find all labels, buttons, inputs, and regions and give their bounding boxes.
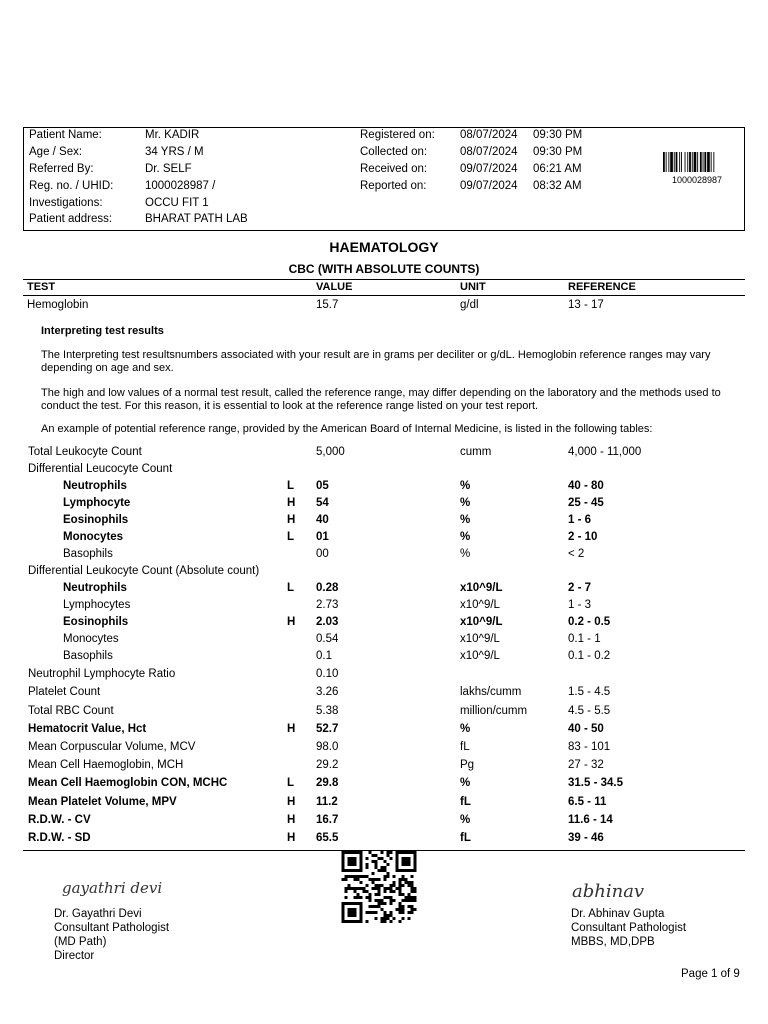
right-doctor-name: Dr. Abhinav Gupta: [571, 908, 665, 920]
result-value: 0.54: [316, 633, 339, 645]
result-flag: H: [287, 616, 296, 628]
result-unit: %: [460, 777, 471, 789]
result-reference: 40 - 80: [568, 480, 604, 492]
result-test: Monocytes: [63, 633, 119, 645]
result-unit: fL: [460, 832, 471, 844]
col-reference: REFERENCE: [568, 281, 636, 293]
result-unit: %: [460, 814, 471, 826]
result-unit: %: [460, 480, 471, 492]
result-test: R.D.W. - SD: [28, 832, 91, 844]
value-received-date: 09/07/2024: [460, 163, 518, 175]
panel-title: CBC (WITH ABSOLUTE COUNTS): [288, 262, 480, 276]
patient-info-box: [23, 127, 745, 231]
result-flag: H: [287, 832, 296, 844]
result-reference: 6.5 - 11: [568, 796, 607, 808]
result-flag: H: [287, 497, 296, 509]
result-unit: fL: [460, 741, 470, 753]
result-flag: H: [287, 514, 296, 526]
result-reference: 0.1 - 0.2: [568, 650, 611, 662]
result-reference: 4,000 - 11,000: [568, 446, 642, 458]
value-received-time: 06:21 AM: [533, 163, 582, 175]
result-test: Hematocrit Value, Hct: [28, 723, 147, 735]
result-flag: L: [287, 480, 295, 492]
result-unit: %: [460, 548, 471, 560]
result-value: 54: [316, 497, 329, 509]
section-title: HAEMATOLOGY: [329, 239, 439, 255]
value-reg-no: 1000028987 /: [145, 180, 216, 192]
label-collected-on: Collected on:: [360, 146, 428, 158]
value-age-sex: 34 YRS / M: [145, 146, 204, 158]
left-doctor-role: Director: [54, 950, 95, 962]
result-test: Mean Cell Haemoglobin, MCH: [28, 759, 184, 771]
result-value: 2.73: [316, 599, 339, 611]
result-reference: 0.2 - 0.5: [568, 616, 611, 628]
result-unit: x10^9/L: [460, 633, 500, 645]
result-test: Mean Cell Haemoglobin CON, MCHC: [28, 777, 228, 789]
signature-left: gayathri devi: [62, 879, 163, 897]
result-test: Basophils: [63, 650, 113, 662]
result-unit: fL: [460, 796, 471, 808]
result-value: 52.7: [316, 723, 339, 735]
result-reference: 1 - 3: [568, 599, 592, 611]
result-reference: 11.6 - 14: [568, 814, 613, 826]
result-reference: 2 - 10: [568, 531, 598, 543]
label-referred-by: Referred By:: [29, 163, 94, 175]
result-reference: 31.5 - 34.5: [568, 777, 623, 789]
label-registered-on: Registered on:: [360, 129, 435, 141]
result-test: Platelet Count: [28, 686, 101, 698]
right-doctor-title: Consultant Pathologist: [571, 922, 687, 934]
result-reference: 1.5 - 4.5: [568, 686, 611, 698]
result-value: 98.0: [316, 741, 339, 753]
result-value: 0.28: [316, 582, 339, 594]
value-patient-address: BHARAT PATH LAB: [145, 213, 248, 225]
result-value: 5,000: [316, 446, 345, 458]
label-patient-name: Patient Name:: [29, 129, 102, 141]
result-value: 05: [316, 480, 329, 492]
result-value: 0.1: [316, 650, 332, 662]
label-received-on: Received on:: [360, 163, 428, 175]
result-unit: x10^9/L: [460, 650, 500, 662]
label-investigations: Investigations:: [29, 197, 103, 209]
result-value: 65.5: [316, 832, 339, 844]
result-test: Total Leukocyte Count: [28, 446, 142, 458]
result-unit: %: [460, 531, 471, 543]
result-unit: lakhs/cumm: [460, 686, 522, 698]
result-test: Neutrophil Lymphocyte Ratio: [28, 668, 176, 680]
result-unit: x10^9/L: [460, 616, 503, 628]
value-registered-time: 09:30 PM: [533, 129, 583, 141]
hemoglobin-reference: 13 - 17: [568, 299, 604, 311]
result-value: 29.8: [316, 777, 339, 789]
result-value: 00: [316, 548, 329, 560]
label-reg-no: Reg. no. / UHID:: [29, 180, 114, 192]
value-collected-date: 08/07/2024: [460, 146, 518, 158]
result-reference: 27 - 32: [568, 759, 604, 771]
result-test: Lymphocyte: [63, 497, 131, 509]
result-unit: x10^9/L: [460, 582, 503, 594]
result-test: Mean Platelet Volume, MPV: [28, 796, 177, 808]
col-test: TEST: [27, 281, 56, 293]
col-unit: UNIT: [460, 281, 486, 293]
result-test: Mean Corpuscular Volume, MCV: [28, 741, 196, 753]
result-flag: L: [287, 582, 295, 594]
hemoglobin-value: 15.7: [316, 299, 339, 311]
value-reported-time: 08:32 AM: [533, 180, 582, 192]
result-value: 16.7: [316, 814, 339, 826]
result-reference: 25 - 45: [568, 497, 604, 509]
result-unit: x10^9/L: [460, 599, 500, 611]
result-test: Neutrophils: [63, 480, 127, 492]
result-test: Total RBC Count: [28, 705, 114, 717]
result-unit: million/cumm: [460, 705, 528, 717]
result-value: 2.03: [316, 616, 339, 628]
hemoglobin-test: Hemoglobin: [27, 299, 89, 311]
interpreting-paragraph-1: The Interpreting test resultsnumbers associated with your result are in grams per deciliter or g/dL. Hemoglobin reference ranges may vary depending on age and sex.: [41, 349, 711, 374]
result-reference: 0.1 - 1: [568, 633, 601, 645]
result-unit: cumm: [460, 446, 492, 458]
result-flag: L: [287, 777, 295, 789]
left-doctor-qualification: (MD Path): [54, 936, 107, 948]
result-test: Lymphocytes: [63, 599, 131, 611]
value-investigations: OCCU FIT 1: [145, 197, 209, 209]
qr-code-icon: [341, 851, 417, 923]
result-unit: %: [460, 723, 471, 735]
interpreting-paragraph-2: The high and low values of a normal test result, called the reference range, may differ depending on the laboratory and the methods used to conduct the test. For this reason, it is essential to look at the reference range listed on your test report.: [41, 387, 721, 412]
value-reported-date: 09/07/2024: [460, 180, 518, 192]
result-value: 5.38: [316, 705, 339, 717]
barcode-number: 1000028987: [672, 175, 723, 185]
result-flag: H: [287, 723, 296, 735]
result-test: R.D.W. - CV: [28, 814, 91, 826]
left-doctor-name: Dr. Gayathri Devi: [54, 908, 142, 920]
signature-right: abhinav: [572, 881, 645, 902]
label-age-sex: Age / Sex:: [29, 146, 83, 158]
result-reference: 40 - 50: [568, 723, 604, 735]
right-doctor-qualification: MBBS, MD,DPB: [571, 936, 655, 948]
result-reference: 83 - 101: [568, 741, 611, 753]
result-value: 0.10: [316, 668, 339, 680]
header-rule-top: [23, 279, 745, 280]
result-reference: 39 - 46: [568, 832, 604, 844]
value-patient-name: Mr. KADIR: [145, 129, 200, 141]
result-test: Monocytes: [63, 531, 124, 543]
interpreting-paragraph-3: An example of potential reference range, provided by the American Board of Internal Medicine, is listed in the following tables:: [41, 423, 653, 435]
result-test: Differential Leukocyte Count (Absolute count): [28, 565, 260, 577]
hemoglobin-unit: g/dl: [460, 299, 479, 311]
result-test: Eosinophils: [63, 616, 129, 628]
result-test: Differential Leucocyte Count: [28, 463, 173, 475]
result-flag: L: [287, 531, 295, 543]
result-unit: Pg: [460, 759, 475, 771]
label-patient-address: Patient address:: [29, 213, 113, 225]
result-value: 29.2: [316, 759, 339, 771]
value-collected-time: 09:30 PM: [533, 146, 583, 158]
result-value: 01: [316, 531, 329, 543]
result-reference: 1 - 6: [568, 514, 592, 526]
result-unit: %: [460, 514, 471, 526]
col-value: VALUE: [316, 281, 353, 293]
barcode-icon: [663, 152, 737, 172]
result-reference: 4.5 - 5.5: [568, 705, 611, 717]
left-doctor-title: Consultant Pathologist: [54, 922, 170, 934]
label-reported-on: Reported on:: [360, 180, 427, 192]
result-reference: 2 - 7: [568, 582, 592, 594]
result-value: 3.26: [316, 686, 339, 698]
result-flag: H: [287, 814, 296, 826]
result-value: 11.2: [316, 796, 338, 808]
result-unit: %: [460, 497, 471, 509]
value-referred-by: Dr. SELF: [145, 163, 192, 175]
page-number: Page 1 of 9: [681, 968, 740, 980]
result-reference: < 2: [568, 548, 585, 560]
result-value: 40: [316, 514, 329, 526]
header-rule-bottom: [23, 295, 745, 296]
result-flag: H: [287, 796, 296, 808]
value-registered-date: 08/07/2024: [460, 129, 518, 141]
result-test: Basophils: [63, 548, 113, 560]
interpreting-heading: Interpreting test results: [41, 325, 164, 337]
result-test: Neutrophils: [63, 582, 127, 594]
result-test: Eosinophils: [63, 514, 129, 526]
